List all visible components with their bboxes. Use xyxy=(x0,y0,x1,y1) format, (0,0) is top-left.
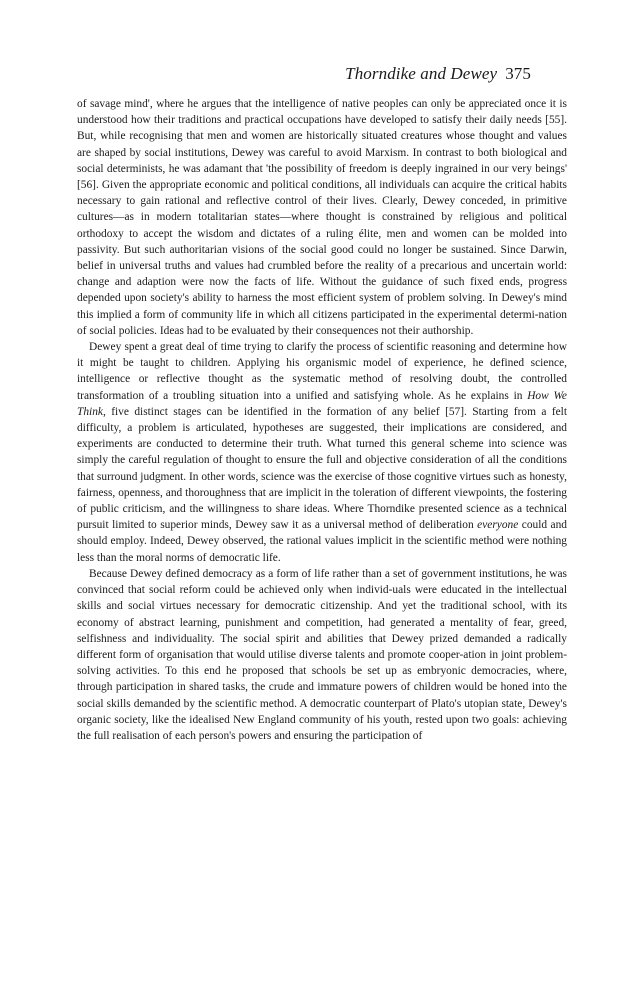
paragraph-1-text: of savage mind', where he argues that the intelligence of native peoples can only be appreciated once it is understood how their traditions and practical occupations have developed to satisfy their daily needs [55]. But, while recognising that men and women are historically situated creatures whose thought and values are shaped by social institutions, Dewey was careful to avoid Marxism. In contrast to both biological and social determinists, he was adamant that 'the possibility of freedom is deeply ingrained in our very beings' [56]. Given the appropriate economic and political conditions, all individuals can acquire the critical habits necessary to gain rational and reflective control of their lives. Clearly, Dewey conceded, in primitive cultures—as in modern totalitarian states—where thought is constrained by religious and political orthodoxy to accept the wisdom and dictates of a ruling élite, men and women can be molded into passivity. But such authoritarian visions of the social good could no longer be sustained. Since Darwin, belief in universal truths and values had crumbled before the reality of a precarious and uncertain world: change and adaption were now the facts of life. Without the guidance of such fixed ends, progress depended upon society's ability to harness the most efficient system of problem solving. In Dewey's mind this implied a form of community life in which all citizens participated in the experimental determi-nation of social policies. Ideas had to be evaluated by their consequences not their authorship. xyxy=(77,98,567,337)
paragraph-2-text-b: , five distinct stages can be identified in the formation of any belief [57]. Starting from a felt difficulty, a problem is articulated, hypotheses are suggested, their implications are considered, and experiments are conducted to determine their truth. What turned this general scheme into science was simply the careful regulation of thought to ensure the full and objective consideration of all the conditions that surround judgment. In other words, science was the exercise of those cognitive virtues such as honesty, fairness, openness, and thoroughness that are implicit in the toleration of different viewpoints, the fostering of public criticism, and the willingness to share ideas. Where Thorndike presented science as a technical pursuit limited to superior minds, Dewey saw it as a universal method of deliberation xyxy=(77,405,567,532)
paragraph-2-text-c: could and should employ. Indeed, Dewey observed, the rational values implicit in the scientific method were nothing less than the moral norms of democratic life. xyxy=(77,519,567,564)
running-head xyxy=(345,64,531,84)
page-number: 375 xyxy=(505,64,531,83)
paragraph-3-text: Because Dewey defined democracy as a form of life rather than a set of government institutions, he was convinced that social reform could be achieved only when individ-uals were educated in the intellectual skills and social virtues necessary for democratic citizenship. And yet the traditional school, with its economy of abstract learning, punishment and competition, had generated a mentality of fear, greed, selfishness and individuality. The social spirit and abilities that Dewey prized demanded a radically different form of organisation that would utilise diverse talents and promote cooper-ation in joint problem-solving activities. To this end he proposed that schools be set up as embryonic democracies, where, through participation in shared tasks, the crude and immature powers of children would be honed into the social skills demanded by the scientific method. A democratic counterpart of Plato's utopian state, Dewey's organic society, like the idealised New England community of his youth, rested upon two goals: achieving the full realisation of each person's powers and ensuring the participation of xyxy=(77,567,567,742)
paragraph-2-text-a: Dewey spent a great deal of time trying to clarify the process of scientific reasoning and determine how it might be taught to children. Applying his organismic model of experience, he defined science, intelligence or reflective thought as the systematic method of resolving doubt, the controlled transformation of a troubling situation into a unified and satisfying whole. As he explains in xyxy=(77,341,567,402)
body-text xyxy=(77,96,567,744)
paragraph-1 xyxy=(77,96,567,339)
running-head-title: Thorndike and Dewey xyxy=(345,64,498,83)
emphasis-everyone: everyone xyxy=(477,519,519,532)
paragraph-3 xyxy=(77,566,567,744)
paragraph-2 xyxy=(77,339,567,566)
book-title-how-we-think: How We Think xyxy=(77,389,567,418)
